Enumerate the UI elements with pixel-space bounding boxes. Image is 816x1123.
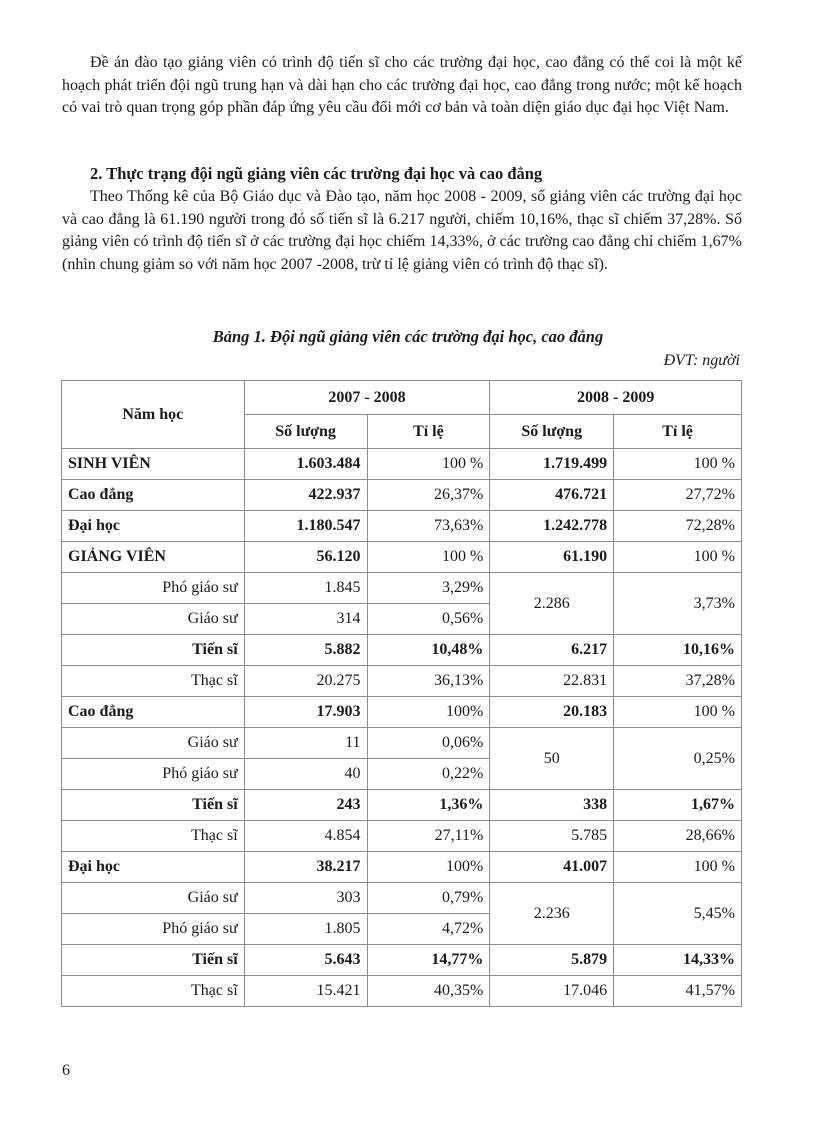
table-cell: 0,06%	[367, 728, 490, 759]
table-cell: 2.236	[490, 883, 614, 945]
table-cell: 100 %	[367, 542, 490, 573]
table-cell: 1.805	[244, 914, 367, 945]
table-cell: 100 %	[367, 449, 490, 480]
table-cell: 1.719.499	[490, 449, 614, 480]
year-header: Năm học	[62, 381, 245, 449]
table-cell: 1.180.547	[244, 511, 367, 542]
year2-header: 2008 - 2009	[490, 381, 742, 415]
table-cell: 2.286	[490, 573, 614, 635]
table-cell: 5.882	[244, 635, 367, 666]
table-row	[62, 666, 742, 697]
table-cell: 314	[244, 604, 367, 635]
row-label: Tiến sĩ	[62, 635, 245, 666]
table-caption: Bảng 1. Đội ngũ giảng viên các trường đại học, cao đẳng	[212, 327, 604, 346]
table-cell: 303	[244, 883, 367, 914]
table-row	[62, 542, 742, 573]
table-cell: 6.217	[490, 635, 614, 666]
table-row	[62, 883, 742, 914]
table-row	[62, 945, 742, 976]
table-cell: 14,33%	[614, 945, 742, 976]
row-label: Cao đẳng	[62, 697, 245, 728]
table-cell: 20.183	[490, 697, 614, 728]
row-label: Thạc sĩ	[62, 666, 245, 697]
table-cell: 5.643	[244, 945, 367, 976]
table-cell: 1,67%	[614, 790, 742, 821]
table-cell: 10,48%	[367, 635, 490, 666]
ratio-header: Tỉ lệ	[614, 415, 742, 449]
row-label: Thạc sĩ	[62, 976, 245, 1007]
table-row	[62, 635, 742, 666]
table-cell: 1,36%	[367, 790, 490, 821]
table-cell: 100 %	[614, 852, 742, 883]
table-cell: 3,73%	[614, 573, 742, 635]
table-cell: 1.845	[244, 573, 367, 604]
table-cell: 36,13%	[367, 666, 490, 697]
table-cell: 17.046	[490, 976, 614, 1007]
table-cell: 0,56%	[367, 604, 490, 635]
page-number: 6	[62, 1062, 70, 1079]
table-cell: 5.879	[490, 945, 614, 976]
table-cell: 38.217	[244, 852, 367, 883]
table-row	[62, 697, 742, 728]
table-cell: 476.721	[490, 480, 614, 511]
table-cell: 61.190	[490, 542, 614, 573]
table-cell: 100 %	[614, 542, 742, 573]
intro-paragraph: Đề án đào tạo giảng viên có trình độ tiến sĩ cho các trường đại học, cao đẳng có thể coi là một kế hoạch phát triển đội ngũ trung hạn và dài hạn cho các trường đại học, cao đẳng trong nước; một kế hoạch có vai trò quan trọng góp phần đáp ứng yêu cầu đổi mới cơ bản và toàn diện giáo dục đại học Việt Nam.	[62, 54, 742, 116]
row-label: Giáo sư	[62, 883, 245, 914]
table-cell: 72,28%	[614, 511, 742, 542]
year1-header: 2007 - 2008	[244, 381, 490, 415]
table-cell: 100 %	[614, 449, 742, 480]
table-cell: 17.903	[244, 697, 367, 728]
row-label: Đại học	[62, 511, 245, 542]
row-label: Thạc sĩ	[62, 821, 245, 852]
table-cell: 100%	[367, 697, 490, 728]
table-cell: 1.242.778	[490, 511, 614, 542]
table-cell: 27,11%	[367, 821, 490, 852]
table-cell: 4,72%	[367, 914, 490, 945]
row-label: Phó giáo sư	[62, 914, 245, 945]
table-cell: 27,72%	[614, 480, 742, 511]
row-label: Giáo sư	[62, 604, 245, 635]
table-cell: 243	[244, 790, 367, 821]
row-label: Cao đẳng	[62, 480, 245, 511]
row-label: Đại học	[62, 852, 245, 883]
count-header: Số lượng	[244, 415, 367, 449]
table-cell: 100%	[367, 852, 490, 883]
ratio-header: Tỉ lệ	[367, 415, 490, 449]
table-cell: 1.603.484	[244, 449, 367, 480]
table-row	[62, 976, 742, 1007]
table-cell: 5.785	[490, 821, 614, 852]
faculty-table	[61, 380, 742, 1007]
table-row	[62, 728, 742, 759]
row-label: Phó giáo sư	[62, 759, 245, 790]
table-row	[62, 852, 742, 883]
table-cell: 41,57%	[614, 976, 742, 1007]
table-cell: 4.854	[244, 821, 367, 852]
table-cell: 11	[244, 728, 367, 759]
table-cell: 422.937	[244, 480, 367, 511]
table-cell: 40	[244, 759, 367, 790]
table-cell: 73,63%	[367, 511, 490, 542]
table-cell: 5,45%	[614, 883, 742, 945]
table-cell: 37,28%	[614, 666, 742, 697]
table-cell: 10,16%	[614, 635, 742, 666]
table-cell: 41.007	[490, 852, 614, 883]
table-unit: ĐVT: người	[663, 352, 740, 369]
table-row	[62, 449, 742, 480]
table-cell: 100 %	[614, 697, 742, 728]
table-cell: 20.275	[244, 666, 367, 697]
row-label: Phó giáo sư	[62, 573, 245, 604]
section-paragraph: Theo Thống kê của Bộ Giáo dục và Đào tạo, năm học 2008 - 2009, số giảng viên các trường đại học và cao đẳng là 61.190 người trong đó số tiến sĩ là 6.217 người, chiếm 10,16%, thạc sĩ chiếm 37,28%. Số giảng viên có trình độ tiến sĩ ở các trường đại học chiếm 14,33%, ở các trường cao đẳng chỉ chiếm 1,67% (nhìn chung giảm so với năm học 2007 -2008, trừ tỉ lệ giảng viên có trình độ thạc sĩ).	[62, 188, 742, 273]
row-label: Tiến sĩ	[62, 945, 245, 976]
table-cell: 0,79%	[367, 883, 490, 914]
table-cell: 338	[490, 790, 614, 821]
table-cell: 3,29%	[367, 573, 490, 604]
row-label: Giáo sư	[62, 728, 245, 759]
table-cell: 14,77%	[367, 945, 490, 976]
table-row	[62, 573, 742, 604]
table-cell: 22.831	[490, 666, 614, 697]
section-heading: 2. Thực trạng đội ngũ giảng viên các trường đại học và cao đẳng	[90, 164, 543, 183]
table-cell: 56.120	[244, 542, 367, 573]
count-header: Số lượng	[490, 415, 614, 449]
table-row	[62, 480, 742, 511]
table-cell: 50	[490, 728, 614, 790]
row-label: SINH VIÊN	[62, 449, 245, 480]
table-cell: 0,25%	[614, 728, 742, 790]
table-cell: 26,37%	[367, 480, 490, 511]
row-label: GIẢNG VIÊN	[62, 542, 245, 573]
table-cell: 15.421	[244, 976, 367, 1007]
table-cell: 40,35%	[367, 976, 490, 1007]
table-row	[62, 511, 742, 542]
row-label: Tiến sĩ	[62, 790, 245, 821]
table-cell: 0,22%	[367, 759, 490, 790]
table-row	[62, 790, 742, 821]
table-row	[62, 821, 742, 852]
table-cell: 28,66%	[614, 821, 742, 852]
